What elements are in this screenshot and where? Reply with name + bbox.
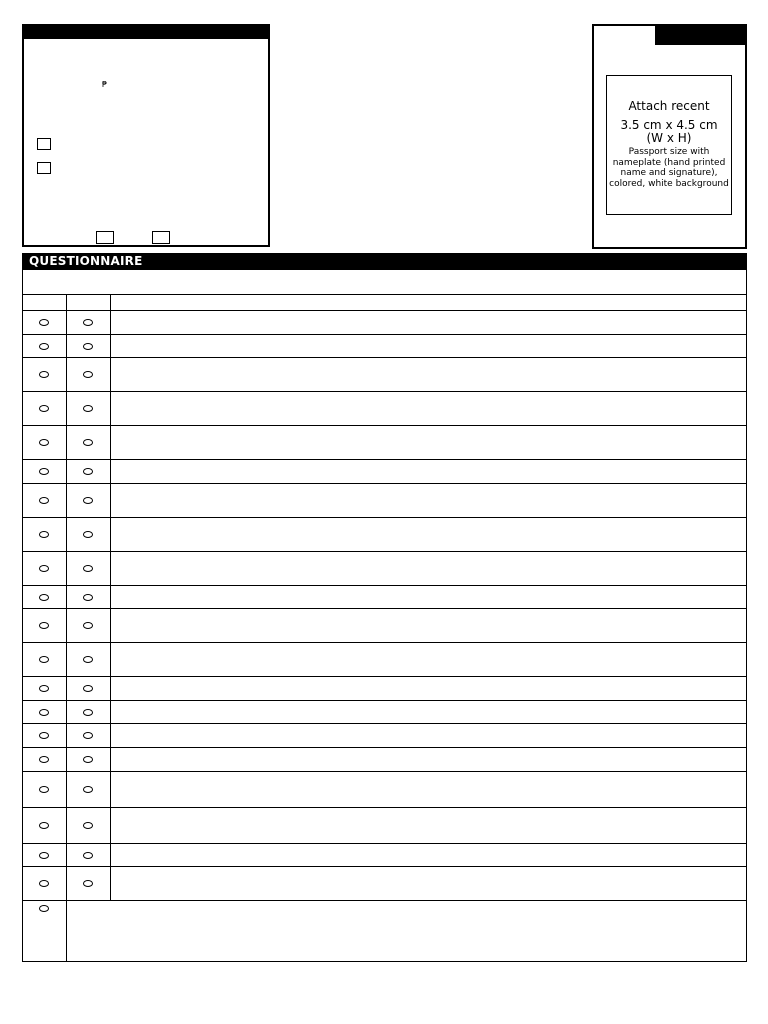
radio-yes[interactable] xyxy=(39,709,49,716)
radio-no[interactable] xyxy=(83,756,93,763)
column-divider xyxy=(110,844,111,866)
radio-no[interactable] xyxy=(83,852,93,859)
radio-yes[interactable] xyxy=(39,468,49,475)
checkbox-option-2[interactable] xyxy=(37,162,51,174)
table-row xyxy=(22,701,747,724)
radio-no[interactable] xyxy=(83,786,93,793)
radio-no[interactable] xyxy=(83,685,93,692)
photo-size-units: (W x H) xyxy=(646,131,692,145)
radio-yes[interactable] xyxy=(39,565,49,572)
checkbox-option-3[interactable] xyxy=(96,231,114,244)
photo-box xyxy=(592,24,747,249)
column-divider xyxy=(66,844,67,866)
radio-yes[interactable] xyxy=(39,656,49,663)
questionnaire-instructions-row xyxy=(22,270,747,295)
questionnaire-title: QUESTIONNAIRE xyxy=(22,253,747,270)
radio-no[interactable] xyxy=(83,343,93,350)
column-divider xyxy=(66,552,67,585)
column-divider xyxy=(110,295,111,310)
table-row xyxy=(22,677,747,701)
photo-instruction-title: Attach recent xyxy=(628,99,710,113)
radio-no[interactable] xyxy=(83,594,93,601)
column-divider xyxy=(110,808,111,843)
column-divider xyxy=(110,552,111,585)
table-row xyxy=(22,808,747,844)
column-divider xyxy=(66,426,67,459)
column-divider xyxy=(66,772,67,807)
column-divider xyxy=(66,677,67,700)
radio-yes[interactable] xyxy=(39,685,49,692)
column-divider xyxy=(110,724,111,747)
column-divider xyxy=(66,701,67,723)
column-divider xyxy=(110,609,111,642)
column-divider xyxy=(66,460,67,483)
column-divider xyxy=(66,609,67,642)
peso-sign: ₱ xyxy=(102,80,108,89)
table-row xyxy=(22,724,747,748)
column-divider xyxy=(110,586,111,608)
column-divider xyxy=(66,748,67,771)
column-divider xyxy=(66,311,67,334)
column-divider xyxy=(66,724,67,747)
column-divider xyxy=(66,586,67,608)
radio-no[interactable] xyxy=(83,622,93,629)
table-row xyxy=(22,844,747,867)
radio-no[interactable] xyxy=(83,468,93,475)
table-row-final xyxy=(22,901,747,962)
column-divider xyxy=(66,901,67,961)
table-header-row xyxy=(22,295,747,311)
column-divider xyxy=(66,335,67,357)
column-divider xyxy=(110,677,111,700)
column-divider xyxy=(110,518,111,551)
column-divider xyxy=(110,748,111,771)
column-divider xyxy=(66,867,67,900)
radio-no[interactable] xyxy=(83,732,93,739)
column-divider xyxy=(110,311,111,334)
checkbox-option-1[interactable] xyxy=(37,138,51,150)
table-row xyxy=(22,748,747,772)
column-divider xyxy=(66,358,67,391)
column-divider xyxy=(110,484,111,517)
column-divider xyxy=(110,643,111,676)
radio-no[interactable] xyxy=(83,531,93,538)
info-box-header-bar xyxy=(24,26,268,39)
photo-requirements: Passport size with nameplate (hand printed name and signature), colored, white background xyxy=(609,147,729,189)
column-divider xyxy=(110,701,111,723)
radio-no[interactable] xyxy=(83,497,93,504)
column-divider xyxy=(110,392,111,425)
checkbox-option-4[interactable] xyxy=(152,231,170,244)
radio-yes[interactable] xyxy=(39,852,49,859)
info-box xyxy=(22,24,270,247)
table-row xyxy=(22,392,747,426)
radio-no[interactable] xyxy=(83,822,93,829)
table-row xyxy=(22,358,747,392)
radio-no[interactable] xyxy=(83,656,93,663)
column-divider xyxy=(110,426,111,459)
radio-yes[interactable] xyxy=(39,371,49,378)
table-row xyxy=(22,609,747,643)
photo-placeholder[interactable] xyxy=(606,75,732,215)
column-divider xyxy=(110,460,111,483)
radio-yes[interactable] xyxy=(39,622,49,629)
radio-no[interactable] xyxy=(83,880,93,887)
table-row xyxy=(22,484,747,518)
table-row xyxy=(22,586,747,609)
radio-yes[interactable] xyxy=(39,343,49,350)
radio-no[interactable] xyxy=(83,709,93,716)
radio-yes[interactable] xyxy=(39,880,49,887)
radio-no[interactable] xyxy=(83,405,93,412)
table-row xyxy=(22,426,747,460)
radio-no[interactable] xyxy=(83,565,93,572)
column-divider xyxy=(66,643,67,676)
radio-yes[interactable] xyxy=(39,439,49,446)
table-row xyxy=(22,460,747,484)
radio-option[interactable] xyxy=(39,905,49,912)
table-row xyxy=(22,643,747,677)
column-divider xyxy=(110,867,111,900)
radio-no[interactable] xyxy=(83,439,93,446)
column-divider xyxy=(110,335,111,357)
column-divider xyxy=(66,808,67,843)
radio-no[interactable] xyxy=(83,371,93,378)
table-row xyxy=(22,311,747,335)
column-divider xyxy=(66,484,67,517)
table-row xyxy=(22,335,747,358)
table-row xyxy=(22,518,747,552)
radio-no[interactable] xyxy=(83,319,93,326)
radio-yes[interactable] xyxy=(39,594,49,601)
photo-box-header-tab xyxy=(655,26,745,45)
table-row xyxy=(22,772,747,808)
radio-yes[interactable] xyxy=(39,531,49,538)
photo-size: 3.5 cm x 4.5 cm xyxy=(620,118,718,132)
column-divider xyxy=(66,518,67,551)
radio-yes[interactable] xyxy=(39,497,49,504)
radio-yes[interactable] xyxy=(39,319,49,326)
column-divider xyxy=(66,295,67,310)
radio-yes[interactable] xyxy=(39,405,49,412)
radio-yes[interactable] xyxy=(39,732,49,739)
column-divider xyxy=(110,358,111,391)
column-divider xyxy=(110,772,111,807)
radio-yes[interactable] xyxy=(39,786,49,793)
table-row xyxy=(22,552,747,586)
table-row xyxy=(22,867,747,901)
column-divider xyxy=(66,392,67,425)
radio-yes[interactable] xyxy=(39,822,49,829)
radio-yes[interactable] xyxy=(39,756,49,763)
